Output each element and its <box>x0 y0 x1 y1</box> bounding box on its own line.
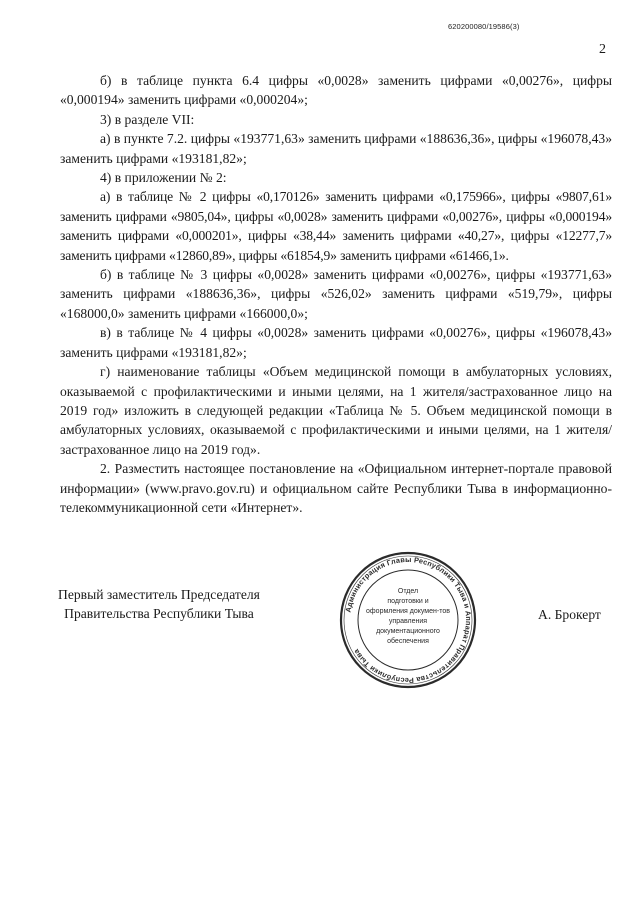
stamp-center-line2: подготовки и <box>387 598 429 605</box>
stamp-center-line1: Отдел <box>397 588 419 595</box>
paragraph-item-b-6-4: б) в таблице пункта 6.4 цифры «0,0028» заменить цифрами «0,00276», цифры «0,000194» заменить цифрами «0,000204»; <box>60 73 612 108</box>
stamp-center-line3: оформления докумен-тов <box>366 608 450 615</box>
document-body <box>60 71 612 517</box>
paragraph-table-4: в) в таблице № 4 цифры «0,0028» заменить цифрами «0,00276», цифры «196078,43» заменить цифрами «193181,82»; <box>60 325 612 360</box>
page-number: 2 <box>599 42 606 57</box>
signatory-position-line2: Правительства Республики Тыва <box>64 606 254 622</box>
paragraph-table-3: б) в таблице № 3 цифры «0,0028» заменить цифрами «0,00276», цифры «193771,63» заменить цифрами «188636,36», цифры «526,02» заменить цифрами «519,79», цифры «168000,0» заменить цифрами «166000,0»; <box>60 267 612 321</box>
paragraph-appendix-2: 4) в приложении № 2: <box>100 170 227 186</box>
stamp-ring-text: Администрация Главы Республики Тыва и Аппарат Правительства Республики Тыва <box>343 554 474 686</box>
paragraph-item-a-7-2: а) в пункте 7.2. цифры «193771,63» заменить цифрами «188636,36», цифры «196078,43» заменить цифрами «193181,82»; <box>60 131 612 166</box>
signatory-position-line1: Первый заместитель Председателя <box>58 587 260 602</box>
paragraph-section-vii: 3) в разделе VII: <box>100 111 195 127</box>
paragraph-publication: 2. Разместить настоящее постановление на «Официальном интернет-портале правовой информации» (www.pravo.gov.ru) и официальном сайте Республики Тыва в информационно-телекоммуникационной сети «Интернет». <box>60 461 612 515</box>
signatory-position <box>58 585 260 624</box>
document-code: 620200080/19586(3) <box>448 22 520 31</box>
official-stamp <box>338 550 478 690</box>
stamp-center-line4: управления <box>388 618 428 625</box>
paragraph-table-2: а) в таблице № 2 цифры «0,170126» заменить цифрами «0,175966», цифры «9807,61» заменить цифрами «9805,04», цифры «0,0028» заменить цифрами «0,00276», цифры «0,000194» заменить цифрами «0,000201», цифры «38,44» заменить цифрами «40,27», цифры «12277,7» заменить цифрами «12860,89», цифры «61854,9» заменить цифрами «61466,1». <box>60 189 612 263</box>
stamp-center-line5: документационного <box>376 628 440 635</box>
paragraph-table-5-title: г) наименование таблицы «Объем медицинской помощи в амбулаторных условиях, оказываемой с профилактическими и иными целями, на 1 жителя/застрахованное лицо на 2019 год» изложить в следующей редакции «Таблица № 5. Объем медицинской помощи в амбулаторных условиях, оказываемой с профилактическими и иными целями, на 1 жителя/застрахованное лицо на 2019 год». <box>60 364 612 457</box>
signatory-name: А. Брокерт <box>538 607 601 622</box>
stamp-center-line6: обеспечения <box>387 638 429 645</box>
